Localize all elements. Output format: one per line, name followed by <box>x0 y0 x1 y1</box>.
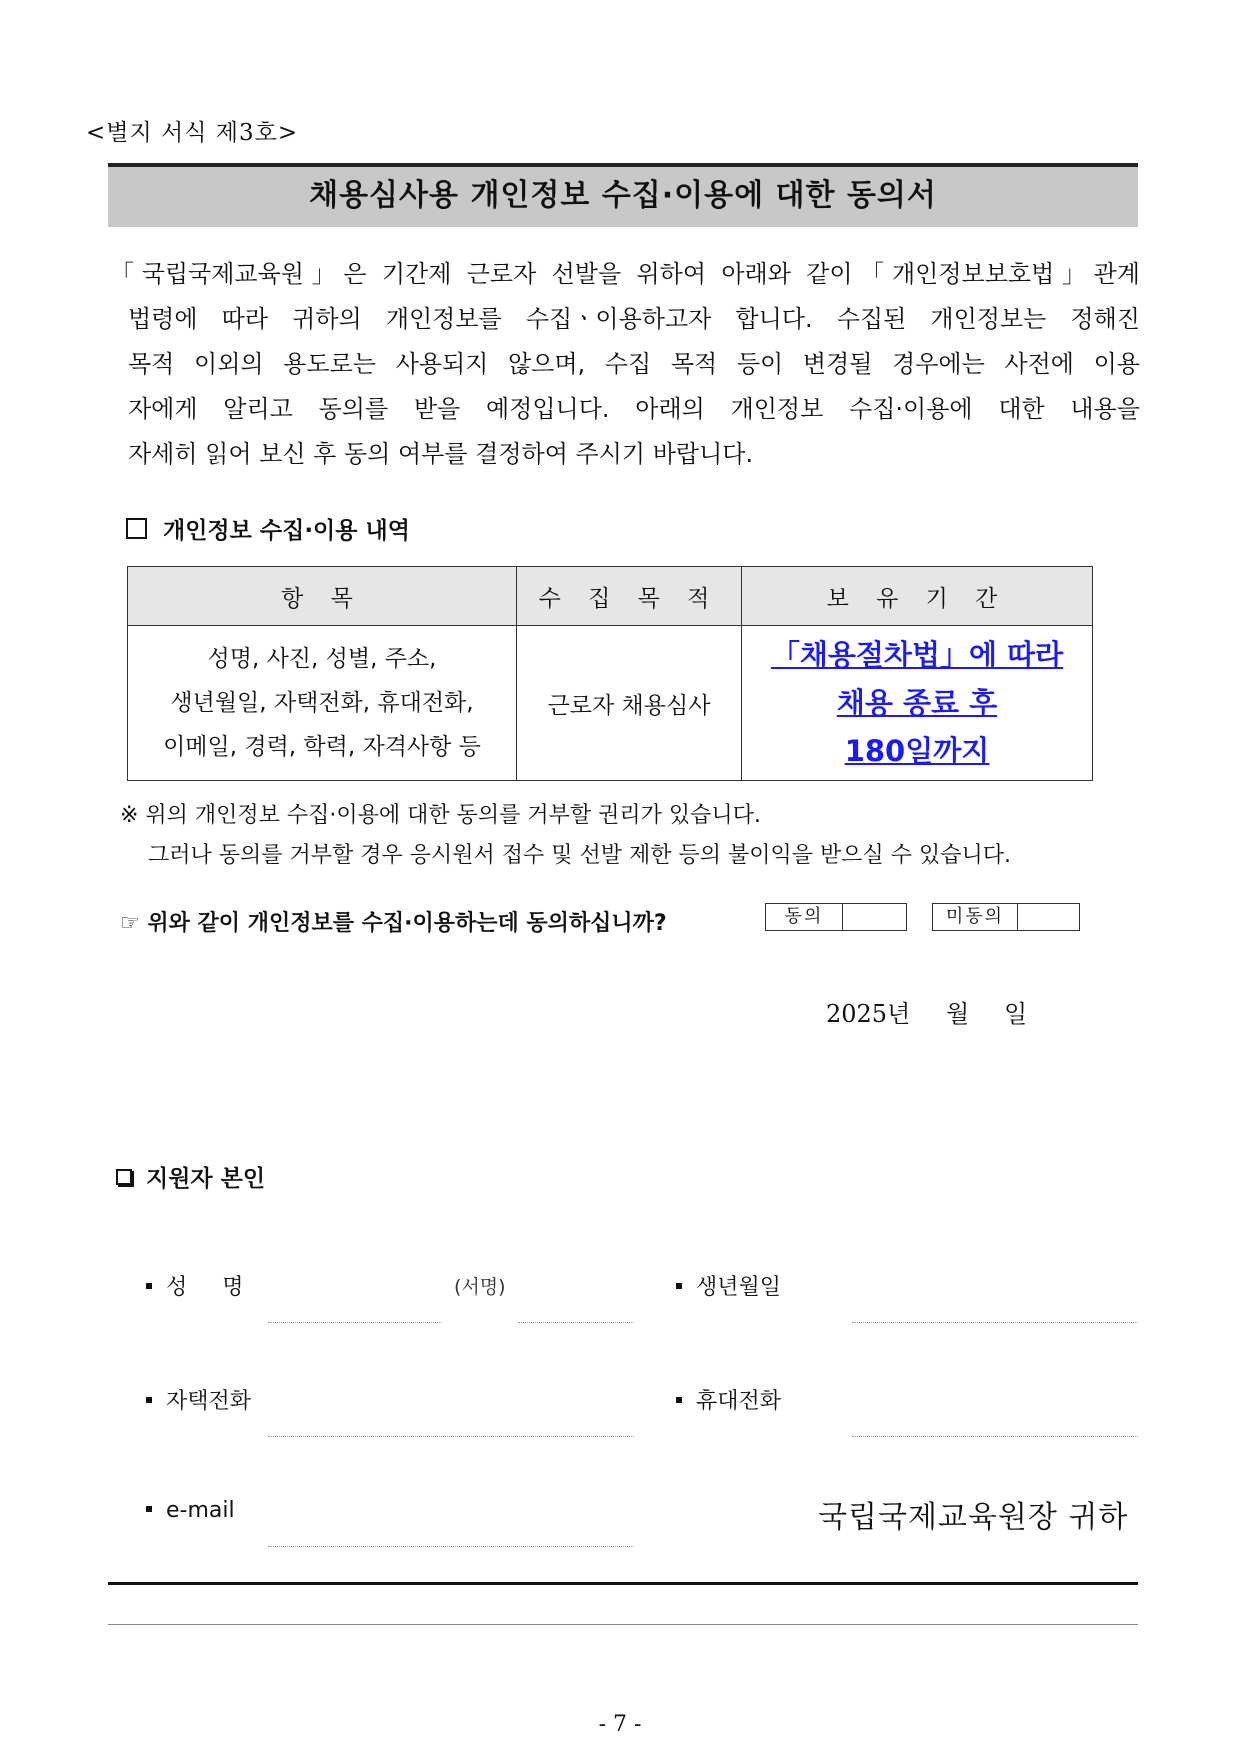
bullet-icon <box>676 1283 682 1289</box>
agree-checkbox[interactable] <box>843 904 906 930</box>
signature-input-line[interactable] <box>518 1322 634 1323</box>
agree-box[interactable] <box>765 903 907 931</box>
intro-line: 목적 이외의 용도로는 사용되지 않으며, 수집 목적 등이 변경될 경우에는 사전에 이용 <box>128 350 1140 378</box>
section-heading-usage <box>126 512 410 545</box>
bullet-icon <box>676 1397 682 1403</box>
items-line: 생년월일, 자택전화, 휴대전화, <box>170 690 474 716</box>
cell-items <box>128 626 517 781</box>
recipient: 국립국제교육원장 귀하 <box>818 1500 1129 1535</box>
date-year: 2025년 <box>826 1000 911 1028</box>
email-label-text: e-mail <box>166 1498 235 1523</box>
consent-question: ☞ 위와 같이 개인정보를 수집·이용하는데 동의하십니까? <box>120 911 667 936</box>
section-heading-text: 지원자 본인 <box>146 1166 266 1192</box>
birth-field-label <box>676 1270 781 1301</box>
items-line: 성명, 사진, 성별, 주소, <box>207 646 437 672</box>
table-row <box>128 626 1093 781</box>
birth-label-text: 생년월일 <box>696 1275 782 1300</box>
mobile-label-text: 휴대전화 <box>696 1389 782 1414</box>
checkbox-square-icon <box>126 518 147 539</box>
bullet-icon <box>146 1283 152 1289</box>
intro-line: 「국립국제교육원」은 기간제 근로자 선발을 위하여 아래와 같이「개인정보보호법」관계 <box>110 260 1140 288</box>
home-phone-label-text: 자택전화 <box>166 1389 252 1414</box>
header-items: 항 목 <box>128 567 517 626</box>
date-month: 월 <box>946 1000 970 1028</box>
title-bar <box>108 163 1138 227</box>
home-phone-input-line[interactable] <box>268 1436 634 1437</box>
divider-thin <box>108 1624 1138 1625</box>
form-label: <별지 서식 제3호> <box>86 120 299 146</box>
intro-paragraph <box>110 252 1140 477</box>
bullet-icon <box>146 1397 152 1403</box>
bullet-icon <box>146 1506 152 1512</box>
signature-label: (서명) <box>454 1276 506 1298</box>
mobile-input-line[interactable] <box>852 1436 1138 1437</box>
document-title: 채용심사용 개인정보 수집·이용에 대한 동의서 <box>309 178 937 213</box>
email-input-line[interactable] <box>268 1546 634 1547</box>
birth-input-line[interactable] <box>852 1322 1138 1323</box>
retention-line: 채용 종료 후 <box>836 686 998 720</box>
section-heading-text: 개인정보 수집·이용 내역 <box>163 518 410 544</box>
divider-thick <box>108 1582 1138 1585</box>
retention-line: 180일까지 <box>844 734 990 768</box>
disagree-box[interactable] <box>932 903 1080 931</box>
table-header-row <box>128 567 1093 626</box>
intro-line: 자에게 알리고 동의를 받을 예정입니다. 아래의 개인정보 수집·이용에 대한 내용을 <box>128 395 1140 423</box>
page-number: - 7 - <box>598 1712 642 1737</box>
cell-retention <box>742 626 1093 781</box>
cell-purpose: 근로자 채용심사 <box>517 626 742 781</box>
home-phone-field-label <box>146 1384 251 1415</box>
refusal-notice <box>120 796 1011 876</box>
section-heading-applicant <box>116 1160 265 1193</box>
name-input-line[interactable] <box>268 1322 442 1323</box>
usage-table <box>127 566 1093 781</box>
items-line: 이메일, 경력, 학력, 자격사항 등 <box>163 734 481 760</box>
mobile-field-label <box>676 1384 781 1415</box>
header-purpose: 수 집 목 적 <box>517 567 742 626</box>
date-day: 일 <box>1004 1000 1028 1028</box>
checkbox-shadow-icon <box>116 1169 132 1185</box>
disagree-checkbox[interactable] <box>1018 904 1079 930</box>
header-retention: 보 유 기 간 <box>742 567 1093 626</box>
name-field-label <box>146 1270 243 1301</box>
notice-line: 그러나 동의를 거부할 경우 응시원서 접수 및 선발 제한 등의 불이익을 받으실 수 있습니다. <box>148 843 1011 868</box>
intro-line: 자세히 읽어 보신 후 동의 여부를 결정하여 주시기 바랍니다. <box>128 440 754 468</box>
email-field-label <box>146 1498 235 1523</box>
agree-label: 동의 <box>766 904 843 930</box>
retention-line: 「채용절차법」에 따라 <box>770 638 1064 672</box>
disagree-label: 미동의 <box>933 904 1018 930</box>
date-line <box>826 994 1027 1029</box>
name-label-text: 성 명 <box>166 1275 244 1300</box>
intro-line: 법령에 따라 귀하의 개인정보를 수집ㆍ이용하고자 합니다. 수집된 개인정보는 정해진 <box>128 305 1140 333</box>
notice-line: ※ 위의 개인정보 수집·이용에 대한 동의를 거부할 권리가 있습니다. <box>120 803 761 828</box>
